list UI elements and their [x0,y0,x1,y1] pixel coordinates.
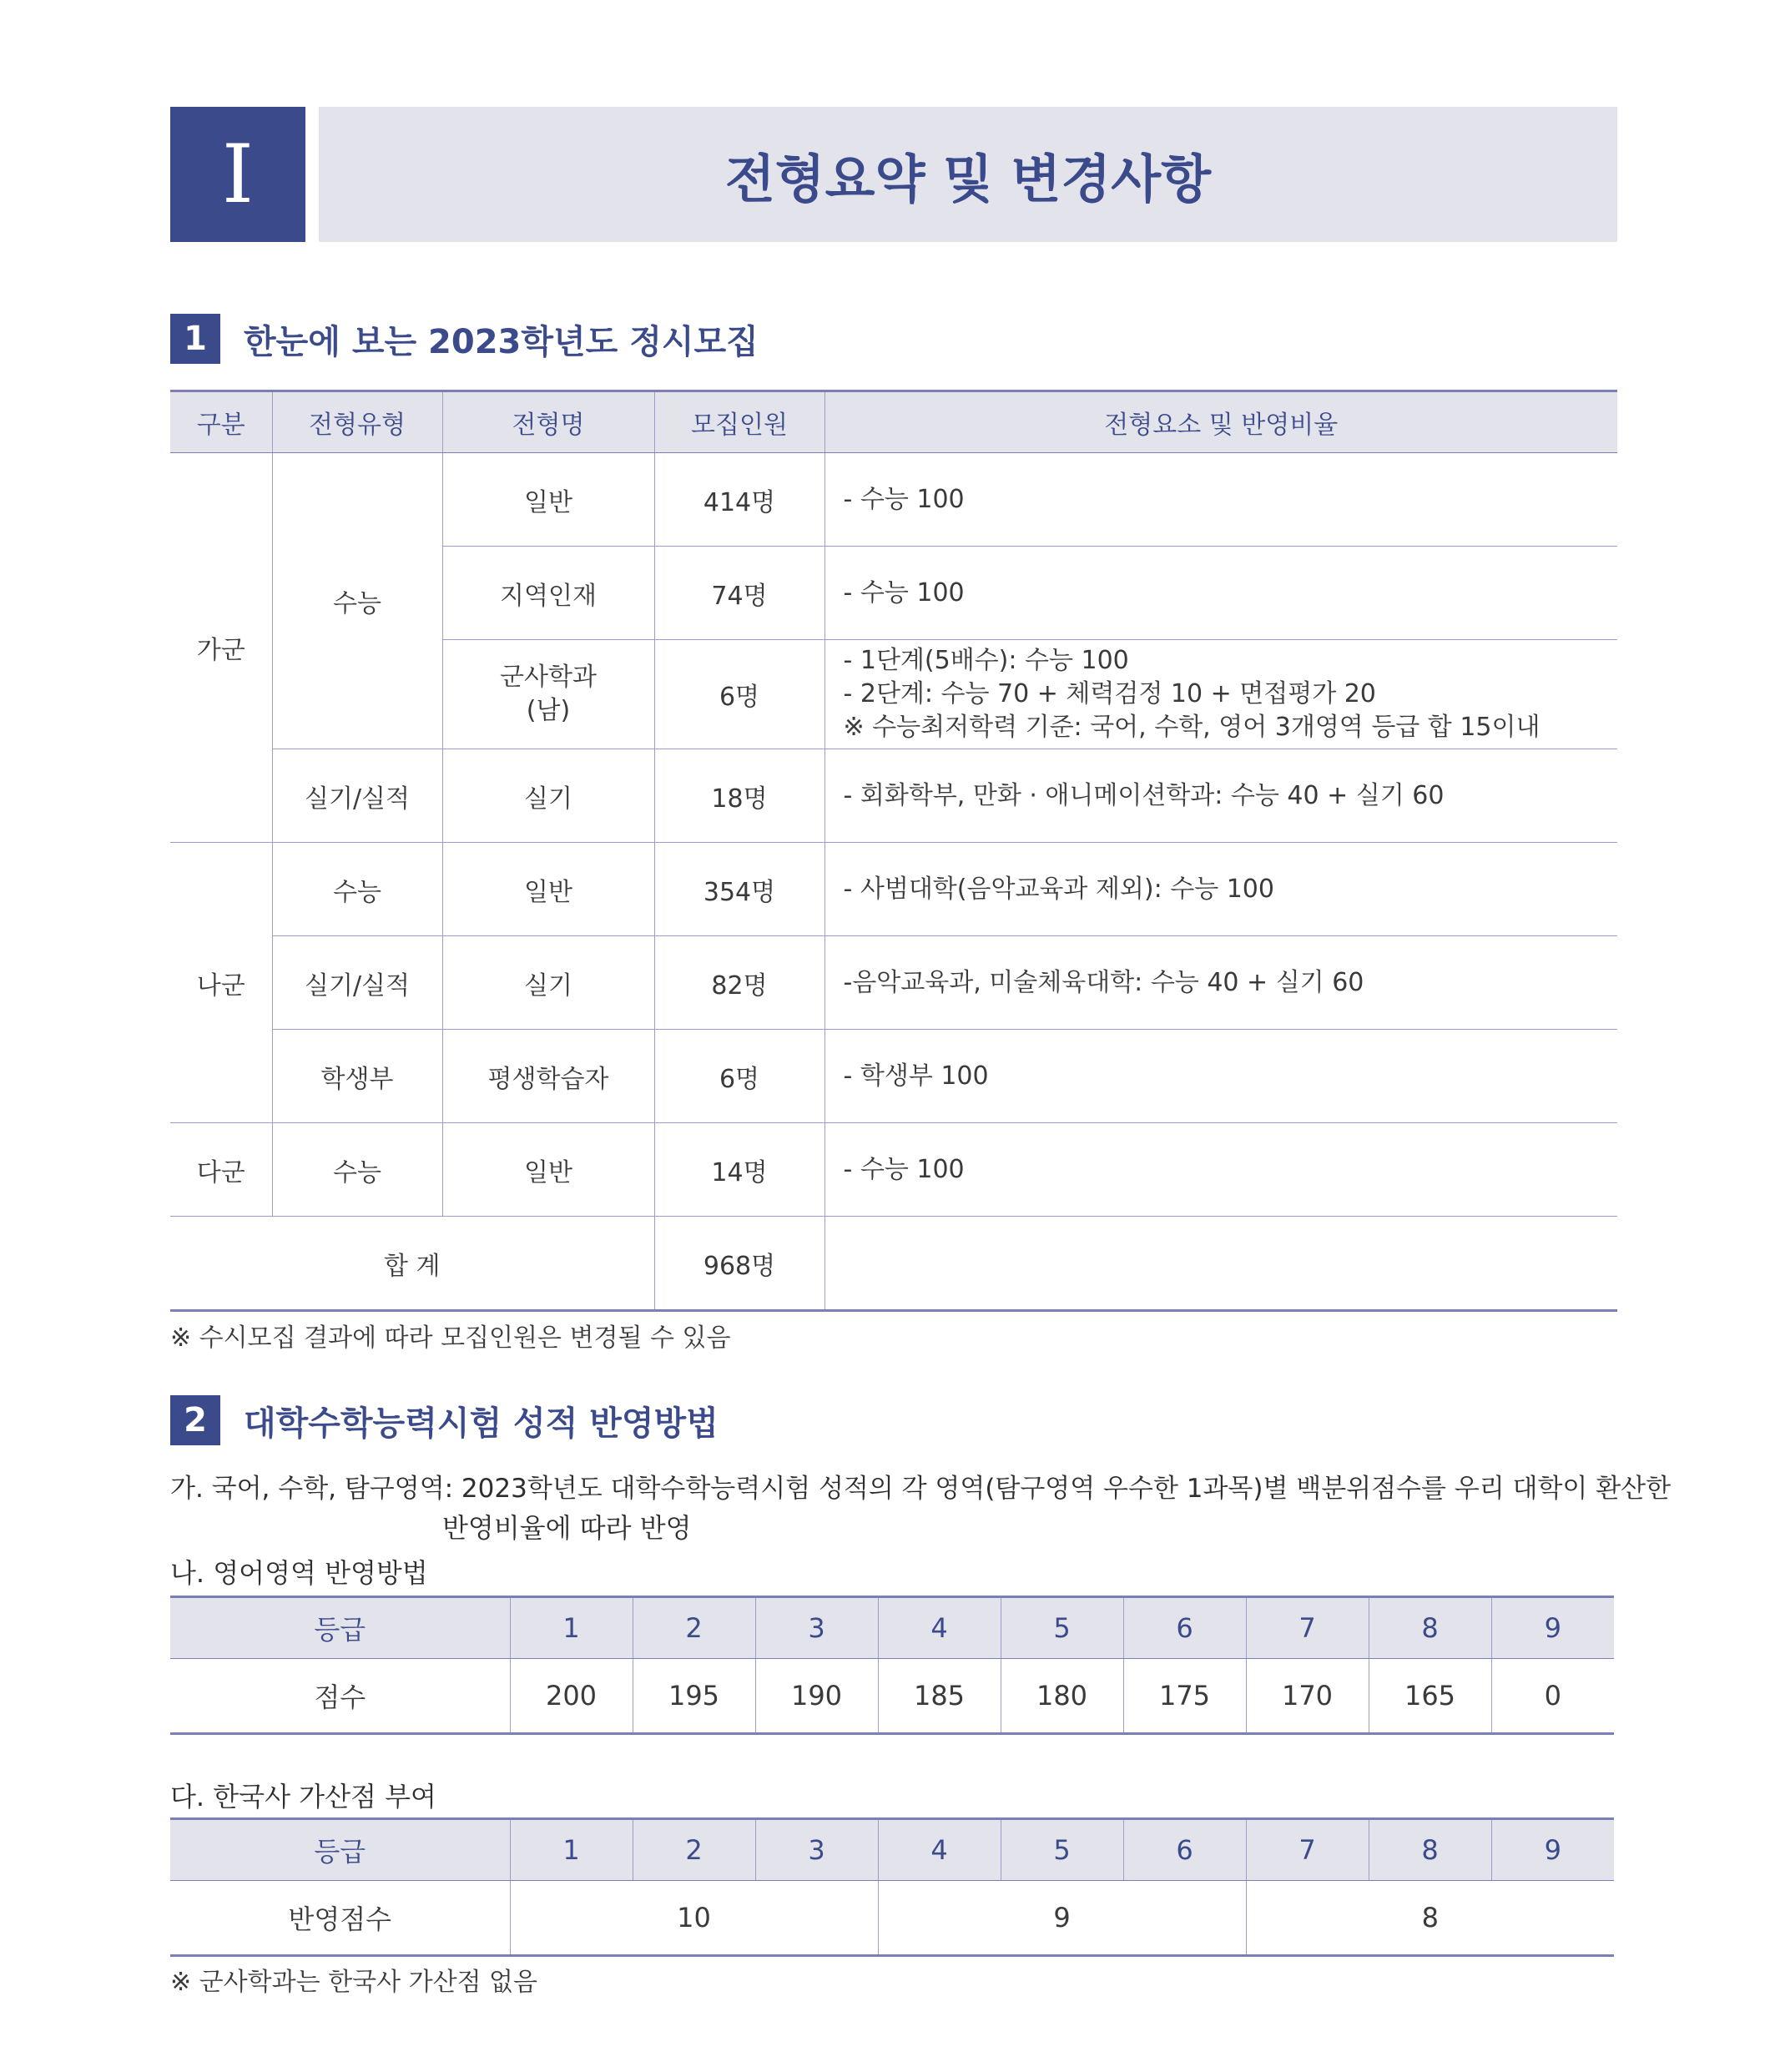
section-2-title: 대학수학능력시험 성적 반영방법 [244,1404,719,1443]
score-cell: 200 [510,1659,633,1734]
cell-desc: - 수능 100 [824,453,1617,547]
grade-cell: 8 [1369,1597,1491,1659]
table-row [170,936,1617,1030]
cell-name: 평생학습자 [442,1030,654,1123]
header-count: 모집인원 [654,391,824,453]
table-row [170,1123,1617,1217]
cell-count: 74명 [654,547,824,640]
cell-name-line: (남) [526,696,571,725]
section-1-title: 한눈에 보는 2023학년도 정시모집 [244,322,759,361]
grade-cell: 9 [1491,1819,1614,1881]
score-cell: 175 [1123,1659,1246,1734]
score-cell: 165 [1369,1659,1491,1734]
desc-line: - 2단계: 수능 70 + 체력검정 10 + 면접평가 20 [843,679,1376,708]
total-count: 968명 [654,1217,824,1311]
cell-type: 실기/실적 [272,749,442,843]
group-ga: 가군 [170,453,272,843]
total-empty [824,1217,1617,1311]
chapter-number: I [170,107,305,242]
table-row [170,453,1617,547]
score-cell: 10 [510,1881,878,1956]
grade-cell: 6 [1123,1597,1246,1659]
cell-desc: - 학생부 100 [824,1030,1617,1123]
cell-name: 일반 [442,453,654,547]
cell-count: 414명 [654,453,824,547]
grade-cell: 1 [510,1597,633,1659]
header-category: 구분 [170,391,272,453]
grade-cell: 4 [878,1819,1001,1881]
cell-name: 지역인재 [442,547,654,640]
cell-type: 수능 [272,843,442,936]
grade-cell: 3 [755,1819,878,1881]
cell-count: 354명 [654,843,824,936]
section-2-number: 2 [170,1395,220,1445]
grade-header-row [170,1819,1614,1881]
score-row-label: 점수 [170,1659,510,1734]
grade-header-label: 등급 [170,1597,510,1659]
cell-desc: -음악교육과, 미술체육대학: 수능 40 + 실기 60 [824,936,1617,1030]
history-grade-table [170,1817,1614,1957]
grade-header-row [170,1597,1614,1659]
cell-desc: - 수능 100 [824,1123,1617,1217]
cell-desc: - 수능 100 [824,547,1617,640]
grade-cell: 1 [510,1819,633,1881]
cell-name-line: 군사학과 [500,663,597,692]
cell-name: 실기 [442,749,654,843]
cell-type: 실기/실적 [272,936,442,1030]
cell-name [442,640,654,749]
grade-cell: 5 [1001,1819,1123,1881]
table-row [170,1030,1617,1123]
paragraph-ga-line1: 가. 국어, 수학, 탐구영역: 2023학년도 대학수학능력시험 성적의 각 영역(탐구영역 우수한 1과목)별 백분위점수를 우리 대학이 환산한 [170,1474,1672,1504]
score-cell: 0 [1491,1659,1614,1734]
chapter-header [170,107,1617,242]
score-row-label: 반영점수 [170,1881,510,1956]
cell-type: 수능 [272,1123,442,1217]
paragraph-da: 다. 한국사 가산점 부여 [170,1781,436,1812]
section-2-heading [170,1395,719,1445]
cell-count: 6명 [654,640,824,749]
desc-line: ※ 수능최저학력 기준: 국어, 수학, 영어 3개영역 등급 합 15이내 [843,713,1541,742]
grade-cell: 2 [633,1819,755,1881]
grade-cell: 5 [1001,1597,1123,1659]
grade-cell: 7 [1246,1597,1369,1659]
grade-cell: 8 [1369,1819,1491,1881]
cell-type: 수능 [272,453,442,749]
grade-cell: 6 [1123,1819,1246,1881]
cell-desc: - 사범대학(음악교육과 제외): 수능 100 [824,843,1617,936]
grade-cell: 7 [1246,1819,1369,1881]
section-1-note: ※ 수시모집 결과에 따라 모집인원은 변경될 수 있음 [170,1323,731,1353]
cell-name: 실기 [442,936,654,1030]
cell-name: 일반 [442,1123,654,1217]
cell-count: 14명 [654,1123,824,1217]
desc-line: - 1단계(5배수): 수능 100 [843,646,1129,675]
chapter-title-box [319,107,1617,242]
table-row [170,749,1617,843]
cell-count: 18명 [654,749,824,843]
table-header-row [170,391,1617,453]
score-cell: 190 [755,1659,878,1734]
cell-desc: - 회화학부, 만화 · 애니메이션학과: 수능 40 + 실기 60 [824,749,1617,843]
cell-count: 82명 [654,936,824,1030]
cell-count: 6명 [654,1030,824,1123]
english-grade-table [170,1596,1614,1735]
score-cell: 180 [1001,1659,1123,1734]
section-1-heading [170,314,759,364]
cell-desc [824,640,1617,749]
section-2-note: ※ 군사학과는 한국사 가산점 없음 [170,1968,538,1997]
score-cell: 9 [878,1881,1246,1956]
header-elements: 전형요소 및 반영비율 [824,391,1617,453]
section-1-number: 1 [170,314,220,364]
total-row [170,1217,1617,1311]
cell-type: 학생부 [272,1030,442,1123]
header-name: 전형명 [442,391,654,453]
group-da: 다군 [170,1123,272,1217]
grade-cell: 9 [1491,1597,1614,1659]
grade-cell: 2 [633,1597,755,1659]
score-row [170,1659,1614,1734]
paragraph-na: 나. 영어영역 반영방법 [170,1557,428,1589]
paragraph-ga-line2: 반영비율에 따라 반영 [442,1512,692,1544]
grade-cell: 4 [878,1597,1001,1659]
chapter-title: 전형요약 및 변경사항 [724,148,1212,209]
score-row [170,1881,1614,1956]
admissions-summary-table [170,390,1617,1312]
grade-header-label: 등급 [170,1819,510,1881]
score-cell: 195 [633,1659,755,1734]
total-label: 합 계 [170,1217,654,1311]
table-row [170,843,1617,936]
grade-cell: 3 [755,1597,878,1659]
score-cell: 185 [878,1659,1001,1734]
group-na: 나군 [170,843,272,1123]
cell-name: 일반 [442,843,654,936]
header-type: 전형유형 [272,391,442,453]
score-cell: 8 [1246,1881,1614,1956]
score-cell: 170 [1246,1659,1369,1734]
